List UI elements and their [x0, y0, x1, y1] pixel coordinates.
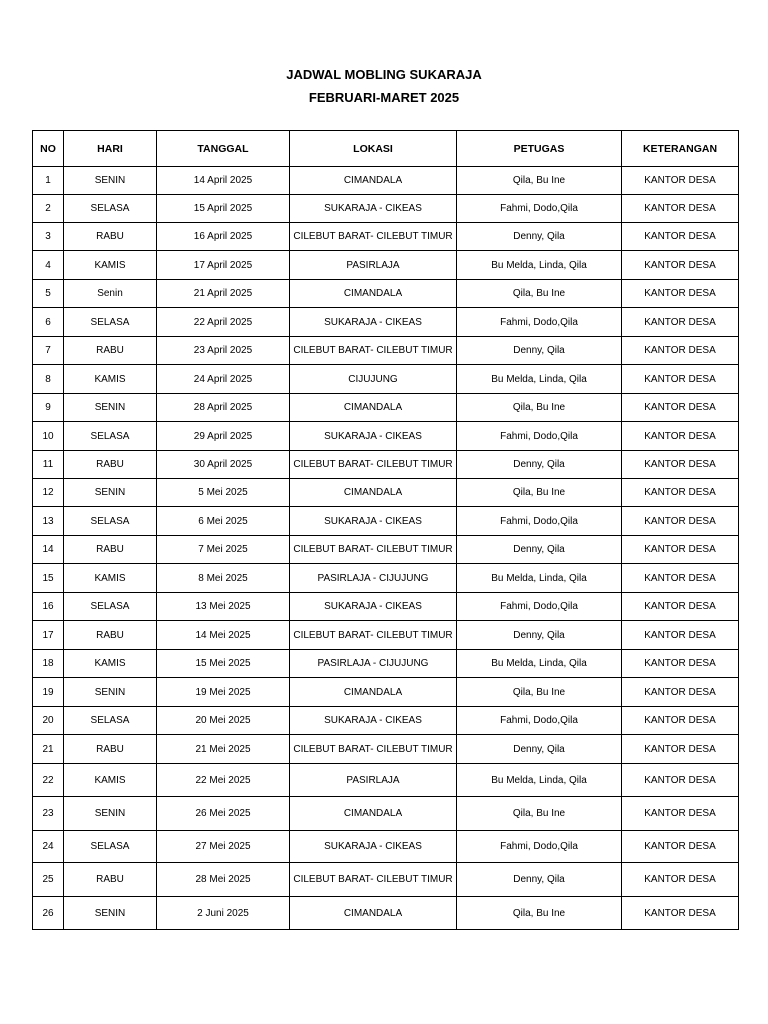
cell-keterangan: KANTOR DESA [622, 831, 739, 863]
cell-tanggal: 21 April 2025 [157, 280, 290, 308]
cell-lokasi: CIMANDALA [290, 479, 457, 507]
cell-lokasi: CIJUJUNG [290, 365, 457, 394]
cell-lokasi: SUKARAJA - CIKEAS [290, 507, 457, 536]
table-row [33, 707, 739, 735]
cell-no: 14 [33, 536, 64, 564]
table-row [33, 764, 739, 797]
cell-hari: KAMIS [64, 251, 157, 280]
cell-keterangan: KANTOR DESA [622, 308, 739, 337]
cell-no: 25 [33, 863, 64, 897]
cell-keterangan: KANTOR DESA [622, 422, 739, 451]
cell-no: 12 [33, 479, 64, 507]
cell-lokasi: SUKARAJA - CIKEAS [290, 195, 457, 223]
cell-petugas: Qila, Bu Ine [457, 394, 622, 422]
cell-no: 10 [33, 422, 64, 451]
cell-lokasi: CILEBUT BARAT- CILEBUT TIMUR [290, 735, 457, 764]
cell-tanggal: 5 Mei 2025 [157, 479, 290, 507]
table-row [33, 479, 739, 507]
cell-lokasi: CIMANDALA [290, 167, 457, 195]
table-row [33, 536, 739, 564]
cell-hari: RABU [64, 536, 157, 564]
cell-hari: KAMIS [64, 650, 157, 678]
cell-petugas: Bu Melda, Linda, Qila [457, 650, 622, 678]
cell-no: 17 [33, 621, 64, 650]
cell-petugas: Denny, Qila [457, 536, 622, 564]
cell-keterangan: KANTOR DESA [622, 337, 739, 365]
cell-lokasi: CIMANDALA [290, 280, 457, 308]
cell-tanggal: 26 Mei 2025 [157, 797, 290, 831]
cell-tanggal: 6 Mei 2025 [157, 507, 290, 536]
cell-lokasi: SUKARAJA - CIKEAS [290, 831, 457, 863]
cell-tanggal: 28 April 2025 [157, 394, 290, 422]
cell-petugas: Denny, Qila [457, 337, 622, 365]
cell-no: 8 [33, 365, 64, 394]
cell-petugas: Fahmi, Dodo,Qila [457, 308, 622, 337]
table-row [33, 308, 739, 337]
cell-tanggal: 15 Mei 2025 [157, 650, 290, 678]
cell-lokasi: CILEBUT BARAT- CILEBUT TIMUR [290, 337, 457, 365]
cell-petugas: Fahmi, Dodo,Qila [457, 422, 622, 451]
cell-keterangan: KANTOR DESA [622, 365, 739, 394]
cell-petugas: Denny, Qila [457, 863, 622, 897]
cell-keterangan: KANTOR DESA [622, 707, 739, 735]
cell-petugas: Qila, Bu Ine [457, 897, 622, 930]
cell-hari: RABU [64, 337, 157, 365]
table-row [33, 621, 739, 650]
table-row [33, 650, 739, 678]
cell-no: 15 [33, 564, 64, 593]
cell-hari: SENIN [64, 797, 157, 831]
table-row [33, 863, 739, 897]
cell-petugas: Bu Melda, Linda, Qila [457, 764, 622, 797]
table-body [33, 167, 739, 930]
cell-tanggal: 24 April 2025 [157, 365, 290, 394]
cell-no: 3 [33, 223, 64, 251]
cell-petugas: Denny, Qila [457, 223, 622, 251]
cell-no: 23 [33, 797, 64, 831]
cell-tanggal: 20 Mei 2025 [157, 707, 290, 735]
cell-keterangan: KANTOR DESA [622, 863, 739, 897]
cell-no: 7 [33, 337, 64, 365]
cell-no: 19 [33, 678, 64, 707]
document-title: JADWAL MOBLING SUKARAJA [286, 67, 482, 82]
cell-no: 11 [33, 451, 64, 479]
cell-tanggal: 23 April 2025 [157, 337, 290, 365]
cell-petugas: Qila, Bu Ine [457, 280, 622, 308]
cell-lokasi: CIMANDALA [290, 394, 457, 422]
cell-hari: SELASA [64, 507, 157, 536]
cell-keterangan: KANTOR DESA [622, 564, 739, 593]
cell-lokasi: CILEBUT BARAT- CILEBUT TIMUR [290, 536, 457, 564]
cell-no: 1 [33, 167, 64, 195]
document-subtitle: FEBRUARI-MARET 2025 [308, 90, 460, 105]
cell-keterangan: KANTOR DESA [622, 167, 739, 195]
cell-petugas: Bu Melda, Linda, Qila [457, 251, 622, 280]
cell-keterangan: KANTOR DESA [622, 451, 739, 479]
column-header-petugas: PETUGAS [457, 131, 622, 167]
cell-lokasi: PASIRLAJA - CIJUJUNG [290, 650, 457, 678]
column-header-keterangan: KETERANGAN [622, 131, 739, 167]
cell-hari: Senin [64, 280, 157, 308]
cell-tanggal: 13 Mei 2025 [157, 593, 290, 621]
cell-petugas: Fahmi, Dodo,Qila [457, 831, 622, 863]
cell-no: 9 [33, 394, 64, 422]
cell-hari: SENIN [64, 678, 157, 707]
cell-keterangan: KANTOR DESA [622, 195, 739, 223]
cell-tanggal: 29 April 2025 [157, 422, 290, 451]
table-row [33, 831, 739, 863]
cell-keterangan: KANTOR DESA [622, 251, 739, 280]
table-row [33, 422, 739, 451]
cell-keterangan: KANTOR DESA [622, 797, 739, 831]
table-row [33, 223, 739, 251]
cell-keterangan: KANTOR DESA [622, 536, 739, 564]
cell-tanggal: 17 April 2025 [157, 251, 290, 280]
cell-no: 2 [33, 195, 64, 223]
table-row [33, 735, 739, 764]
cell-lokasi: CILEBUT BARAT- CILEBUT TIMUR [290, 451, 457, 479]
cell-hari: SENIN [64, 479, 157, 507]
cell-tanggal: 14 April 2025 [157, 167, 290, 195]
table-row [33, 337, 739, 365]
cell-keterangan: KANTOR DESA [622, 479, 739, 507]
table-row [33, 797, 739, 831]
cell-keterangan: KANTOR DESA [622, 621, 739, 650]
cell-tanggal: 27 Mei 2025 [157, 831, 290, 863]
cell-petugas: Qila, Bu Ine [457, 797, 622, 831]
cell-petugas: Denny, Qila [457, 451, 622, 479]
cell-petugas: Denny, Qila [457, 735, 622, 764]
cell-tanggal: 28 Mei 2025 [157, 863, 290, 897]
cell-hari: RABU [64, 223, 157, 251]
table-row [33, 897, 739, 930]
cell-hari: SELASA [64, 195, 157, 223]
cell-lokasi: SUKARAJA - CIKEAS [290, 593, 457, 621]
cell-petugas: Fahmi, Dodo,Qila [457, 593, 622, 621]
cell-hari: KAMIS [64, 365, 157, 394]
cell-no: 16 [33, 593, 64, 621]
cell-keterangan: KANTOR DESA [622, 735, 739, 764]
column-header-no: NO [33, 131, 64, 167]
table-row [33, 195, 739, 223]
table-row [33, 365, 739, 394]
table-row [33, 564, 739, 593]
cell-hari: SELASA [64, 308, 157, 337]
table-row [33, 678, 739, 707]
cell-lokasi: SUKARAJA - CIKEAS [290, 707, 457, 735]
cell-hari: KAMIS [64, 564, 157, 593]
cell-tanggal: 7 Mei 2025 [157, 536, 290, 564]
cell-tanggal: 22 April 2025 [157, 308, 290, 337]
cell-hari: SELASA [64, 707, 157, 735]
cell-hari: RABU [64, 863, 157, 897]
cell-petugas: Fahmi, Dodo,Qila [457, 195, 622, 223]
cell-no: 20 [33, 707, 64, 735]
cell-hari: SENIN [64, 394, 157, 422]
cell-no: 22 [33, 764, 64, 797]
cell-tanggal: 14 Mei 2025 [157, 621, 290, 650]
cell-keterangan: KANTOR DESA [622, 650, 739, 678]
cell-tanggal: 19 Mei 2025 [157, 678, 290, 707]
table-row [33, 394, 739, 422]
cell-petugas: Qila, Bu Ine [457, 167, 622, 195]
cell-lokasi: PASIRLAJA [290, 251, 457, 280]
cell-keterangan: KANTOR DESA [622, 394, 739, 422]
cell-keterangan: KANTOR DESA [622, 507, 739, 536]
cell-tanggal: 2 Juni 2025 [157, 897, 290, 930]
cell-hari: SELASA [64, 831, 157, 863]
table-row [33, 167, 739, 195]
cell-keterangan: KANTOR DESA [622, 764, 739, 797]
cell-petugas: Bu Melda, Linda, Qila [457, 564, 622, 593]
table-row [33, 593, 739, 621]
cell-hari: SENIN [64, 167, 157, 195]
cell-no: 21 [33, 735, 64, 764]
cell-no: 24 [33, 831, 64, 863]
cell-tanggal: 15 April 2025 [157, 195, 290, 223]
cell-lokasi: SUKARAJA - CIKEAS [290, 308, 457, 337]
cell-lokasi: CIMANDALA [290, 678, 457, 707]
cell-hari: SENIN [64, 897, 157, 930]
cell-petugas: Fahmi, Dodo,Qila [457, 507, 622, 536]
cell-lokasi: CILEBUT BARAT- CILEBUT TIMUR [290, 621, 457, 650]
cell-no: 18 [33, 650, 64, 678]
table-row [33, 280, 739, 308]
cell-petugas: Bu Melda, Linda, Qila [457, 365, 622, 394]
cell-lokasi: SUKARAJA - CIKEAS [290, 422, 457, 451]
cell-hari: SELASA [64, 422, 157, 451]
schedule-table [32, 130, 739, 930]
cell-tanggal: 22 Mei 2025 [157, 764, 290, 797]
cell-lokasi: CILEBUT BARAT- CILEBUT TIMUR [290, 223, 457, 251]
cell-keterangan: KANTOR DESA [622, 223, 739, 251]
cell-hari: KAMIS [64, 764, 157, 797]
cell-no: 5 [33, 280, 64, 308]
cell-petugas: Qila, Bu Ine [457, 678, 622, 707]
cell-lokasi: PASIRLAJA [290, 764, 457, 797]
cell-tanggal: 30 April 2025 [157, 451, 290, 479]
cell-lokasi: PASIRLAJA - CIJUJUNG [290, 564, 457, 593]
cell-no: 13 [33, 507, 64, 536]
cell-lokasi: CIMANDALA [290, 897, 457, 930]
cell-hari: RABU [64, 451, 157, 479]
table-row [33, 451, 739, 479]
cell-keterangan: KANTOR DESA [622, 897, 739, 930]
cell-no: 26 [33, 897, 64, 930]
table-row [33, 251, 739, 280]
column-header-hari: HARI [64, 131, 157, 167]
cell-no: 6 [33, 308, 64, 337]
cell-hari: SELASA [64, 593, 157, 621]
cell-hari: RABU [64, 735, 157, 764]
table-row [33, 507, 739, 536]
cell-tanggal: 21 Mei 2025 [157, 735, 290, 764]
table-header-row [33, 131, 739, 167]
column-header-tanggal: TANGGAL [157, 131, 290, 167]
cell-lokasi: CILEBUT BARAT- CILEBUT TIMUR [290, 863, 457, 897]
cell-petugas: Denny, Qila [457, 621, 622, 650]
cell-keterangan: KANTOR DESA [622, 280, 739, 308]
cell-tanggal: 8 Mei 2025 [157, 564, 290, 593]
cell-hari: RABU [64, 621, 157, 650]
cell-keterangan: KANTOR DESA [622, 593, 739, 621]
cell-petugas: Fahmi, Dodo,Qila [457, 707, 622, 735]
cell-no: 4 [33, 251, 64, 280]
cell-tanggal: 16 April 2025 [157, 223, 290, 251]
column-header-lokasi: LOKASI [290, 131, 457, 167]
cell-keterangan: KANTOR DESA [622, 678, 739, 707]
cell-petugas: Qila, Bu Ine [457, 479, 622, 507]
cell-lokasi: CIMANDALA [290, 797, 457, 831]
